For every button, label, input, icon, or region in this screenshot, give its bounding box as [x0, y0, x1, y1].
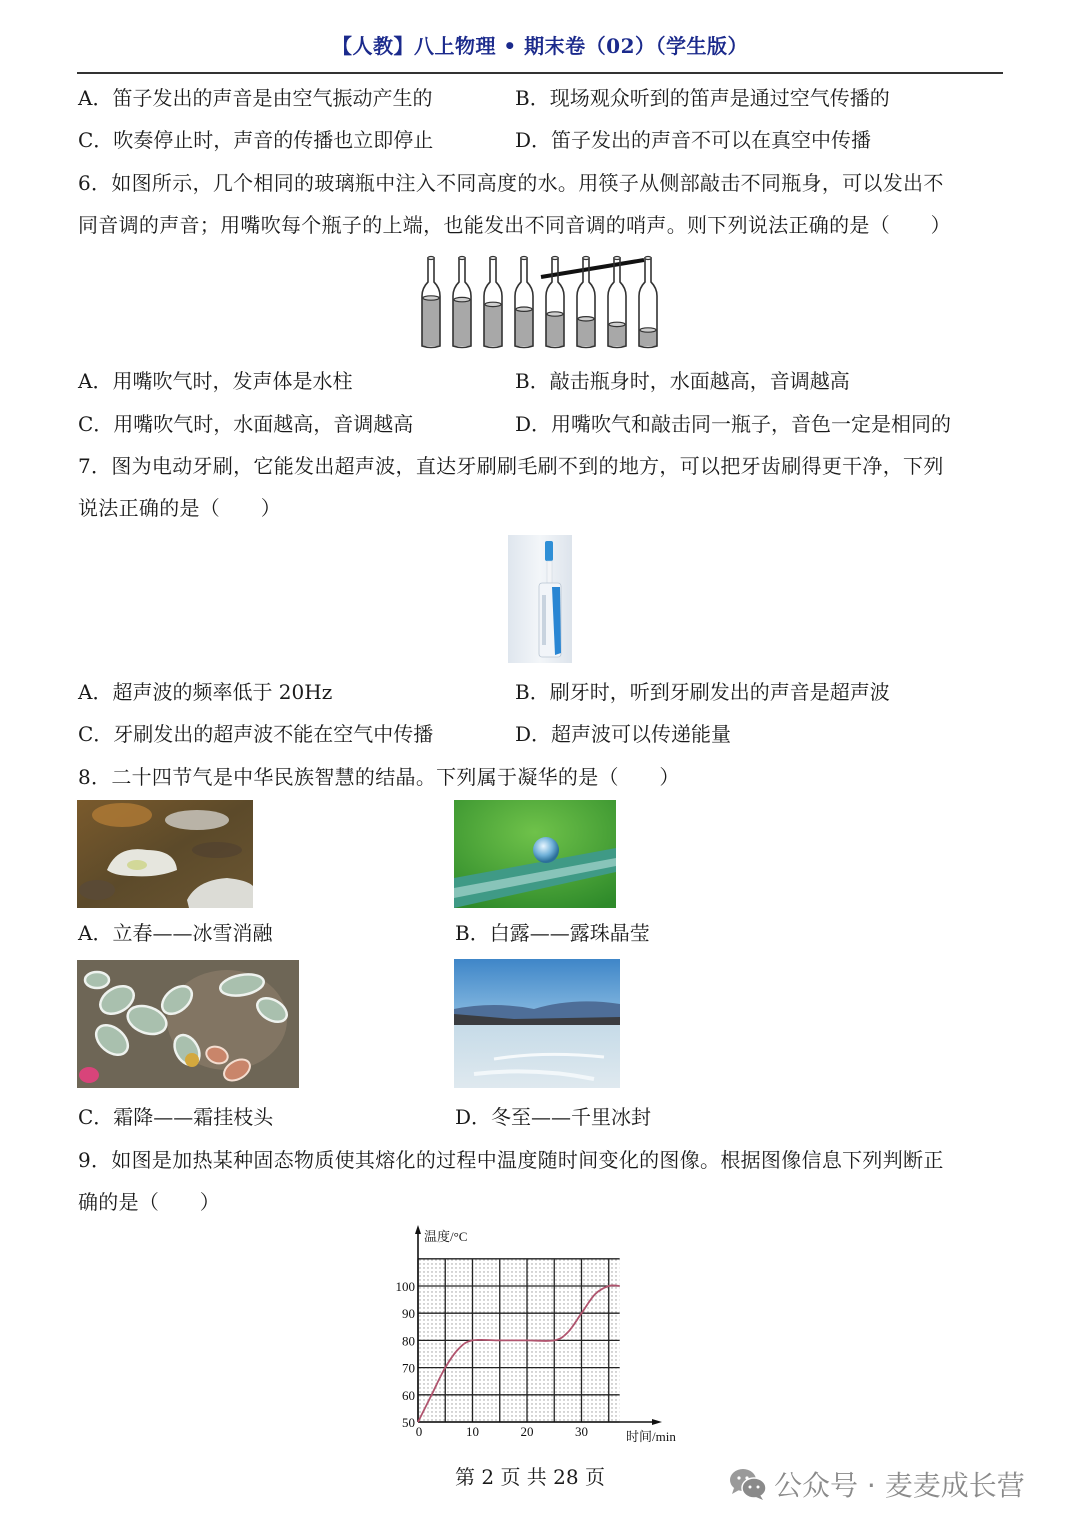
q6-option-b: B．敲击瓶身时，水面越高，音调越高: [515, 369, 850, 393]
q9-stem-line2: 确的是（ ）: [78, 1190, 221, 1214]
q8-option-c: C．霜降——霜挂枝头: [78, 1105, 274, 1129]
svg-text:100: 100: [395, 1279, 415, 1294]
q5-option-b: B．现场观众听到的笛声是通过空气传播的: [515, 86, 890, 110]
q8-option-a: A．立春——冰雪消融: [78, 921, 273, 945]
bottle: [453, 257, 471, 348]
q6-option-a: A．用嘴吹气时，发声体是水柱: [78, 369, 353, 393]
svg-text:0: 0: [415, 1424, 423, 1439]
svg-text:70: 70: [402, 1360, 415, 1376]
q7-option-c: C．牙刷发出的超声波不能在空气中传播: [78, 722, 434, 746]
q6-stem-line2: 同音调的声音；用嘴吹每个瓶子的上端，也能发出不同音调的哨声。则下列说法正确的是（ ）: [78, 213, 951, 237]
q7-option-d: D．超声波可以传递能量: [515, 722, 732, 746]
photo-frost-leaves: [77, 960, 299, 1088]
q5-option-d: D．笛子发出的声音不可以在真空中传播: [515, 128, 872, 152]
svg-text:60: 60: [402, 1387, 415, 1403]
svg-text:30: 30: [575, 1424, 588, 1439]
temperature-time-chart: [390, 1222, 690, 1452]
q7-stem-line2: 说法正确的是（ ）: [78, 496, 281, 520]
watermark-text: 公众号 · 麦麦成长营: [774, 1469, 1025, 1502]
q7-option-a: A．超声波的频率低于 20Hz: [78, 680, 333, 704]
q8-option-b: B．白露——露珠晶莹: [455, 921, 650, 945]
page-header-title: 【人教】八上物理 • 期末卷（02）（学生版）: [331, 34, 749, 58]
q7-stem-line1: 7．图为电动牙刷，它能发出超声波，直达牙刷刷毛刷不到的地方，可以把牙齿刷得更干净，下列: [78, 454, 944, 478]
q6-option-c: C．用嘴吹气时，水面越高，音调越高: [78, 412, 414, 436]
bottle: [546, 257, 564, 348]
bottle: [608, 257, 626, 348]
svg-text:温度/°C: 温度/°C: [424, 1229, 468, 1244]
svg-text:时间/min: 时间/min: [626, 1429, 676, 1444]
svg-text:50: 50: [402, 1415, 415, 1430]
q8-stem: 8．二十四节气是中华民族智慧的结晶。下列属于凝华的是（ ）: [78, 765, 680, 789]
bottles-figure: [410, 250, 670, 355]
header-divider: [77, 72, 1003, 74]
chopstick: [541, 260, 644, 277]
bottle: [639, 257, 657, 348]
photo-dew-drop: [454, 800, 616, 908]
q6-stem-line1: 6．如图所示，几个相同的玻璃瓶中注入不同高度的水。用筷子从侧部敲击不同瓶身，可以发出不: [78, 171, 944, 195]
toothbrush-photo: [508, 535, 572, 663]
svg-text:90: 90: [402, 1306, 415, 1322]
q8-option-d: D．冬至——千里冰封: [455, 1105, 652, 1129]
wechat-icon: [728, 1466, 768, 1502]
photo-melting-ice: [77, 800, 253, 908]
photo-frozen-lake: [454, 959, 620, 1088]
svg-text:10: 10: [466, 1424, 479, 1439]
q5-option-a: A．笛子发出的声音是由空气振动产生的: [78, 86, 433, 110]
svg-text:20: 20: [520, 1424, 534, 1439]
q5-option-c: C．吹奏停止时，声音的传播也立即停止: [78, 128, 434, 152]
q7-option-b: B．刷牙时，听到牙刷发出的声音是超声波: [515, 680, 890, 704]
bottle: [484, 257, 502, 348]
bottle: [422, 257, 440, 348]
q9-stem-line1: 9．如图是加热某种固态物质使其熔化的过程中温度随时间变化的图像。根据图像信息下列判断正: [78, 1148, 944, 1172]
bottle: [515, 257, 533, 348]
q6-option-d: D．用嘴吹气和敲击同一瓶子，音色一定是相同的: [515, 412, 952, 436]
page-number: 第 2 页 共 28 页: [455, 1465, 605, 1489]
svg-text:80: 80: [402, 1333, 415, 1349]
